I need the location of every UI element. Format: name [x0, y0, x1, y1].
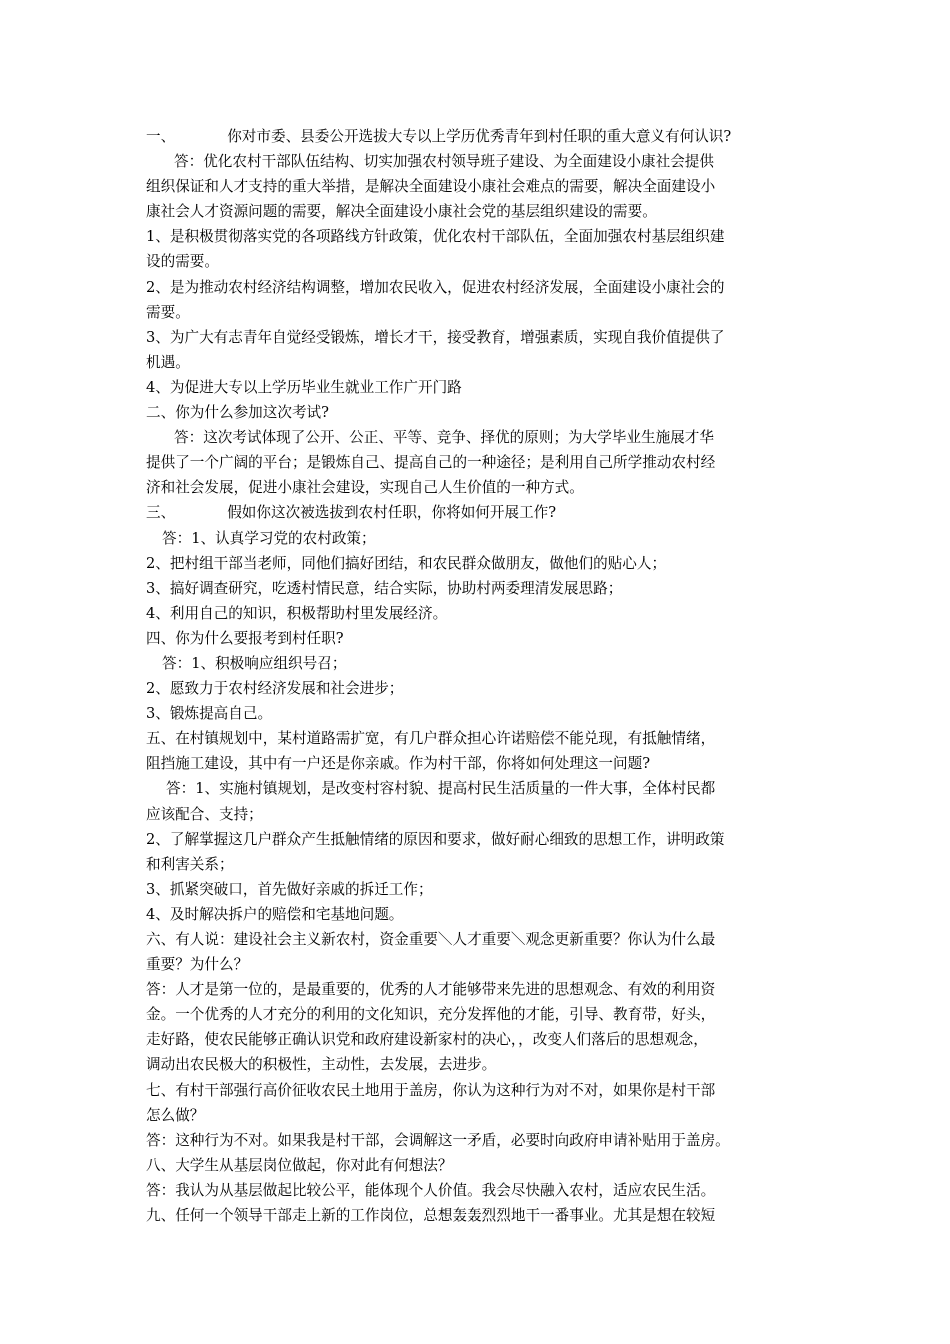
text-line: 需要。: [146, 303, 190, 321]
text-line: 康社会人才资源问题的需要，解决全面建设小康社会党的基层组织建设的需要。: [146, 203, 657, 221]
list-item: 3、为广大有志青年自觉经受锻炼，增长才干，接受教育，增强素质，实现自我价值提供了: [146, 328, 725, 346]
question-heading: 八、大学生从基层岗位做起，你对此有何想法？: [146, 1156, 453, 1174]
list-item: 3、锻炼提高自己。: [146, 705, 273, 723]
list-item: 3、抓紧突破口，首先做好亲戚的拆迁工作；: [146, 880, 433, 898]
question-heading: 六、有人说：建设社会主义新农村，资金重要＼人才重要＼观念更新重要？你认为什么最: [146, 931, 716, 948]
text-line: 重要？为什么？: [146, 956, 249, 974]
text-line: 机遇。: [146, 353, 190, 371]
text-line: 组织保证和人才支持的重大举措，是解决全面建设小康社会难点的需要，解决全面建设小: [146, 178, 716, 196]
text-line: 金。一个优秀的人才充分的利用的文化知识，充分发挥他的才能，引导、教育带，好头，: [146, 1006, 716, 1024]
document-page: [146, 124, 812, 1228]
answer-text: 答：我认为从基层做起比较公平，能体现个人价值。我会尽快融入农村，适应农民生活。: [146, 1181, 716, 1199]
list-item: 2、愿致力于农村经济发展和社会进步；: [146, 680, 404, 698]
question-heading: 三、 假如你这次被选拔到农村任职，你将如何开展工作?: [146, 504, 557, 522]
text-line: 阻挡施工建设，其中有一户还是你亲戚。作为村干部，你将如何处理这一问题?: [146, 755, 651, 773]
answer-text: 答：这种行为不对。如果我是村干部，会调解这一矛盾，必要时向政府申请补贴用于盖房。: [146, 1131, 730, 1149]
answer-text: 答：优化农村干部队伍结构、切实加强农村领导班子建设、为全面建设小康社会提供: [174, 153, 714, 171]
answer-text: 答：这次考试体现了公开、公正、平等、竞争、择优的原则；为大学毕业生施展才华: [174, 429, 714, 447]
text-line: 应该配合、支持；: [146, 805, 263, 823]
text-line: 走好路，使农民能够正确认识党和政府建设新家村的决心，，改变人们落后的思想观念，: [146, 1031, 708, 1049]
question-heading: 九、任何一个领导干部走上新的工作岗位，总想轰轰烈烈地干一番事业。尤其是想在较短: [146, 1207, 716, 1225]
text-line: 调动出农民极大的积极性，主动性，去发展，去进步。: [146, 1056, 497, 1074]
text-line: 和利害关系；: [146, 855, 234, 873]
text-line: 提供了一个广阔的平台；是锻炼自己、提高自己的一种途径；是利用自己所学推动农村经: [146, 454, 716, 472]
answer-text: 答：1、认真学习党的农村政策；: [162, 529, 376, 547]
answer-text: 答：人才是第一位的，是最重要的，优秀的人才能够带来先进的思想观念、有效的利用资: [146, 981, 716, 999]
question-heading: 五、在村镇规划中，某村道路需扩宽，有几户群众担心许诺赔偿不能兑现，有抵触情绪，: [146, 730, 716, 748]
question-heading: 七、有村干部强行高价征收农民土地用于盖房，你认为这种行为对不对，如果你是村干部: [146, 1081, 716, 1099]
list-item: 4、利用自己的知识，积极帮助村里发展经济。: [146, 604, 448, 622]
question-heading: 四、你为什么要报考到村任职?: [146, 629, 344, 647]
answer-text: 答：1、积极响应组织号召；: [162, 654, 347, 672]
list-item: 4、及时解决拆户的赔偿和宅基地问题。: [146, 905, 404, 923]
list-item: 4、为促进大专以上学历毕业生就业工作广开门路: [146, 378, 462, 396]
question-heading: 一、 你对市委、县委公开选拔大专以上学历优秀青年到村任职的重大意义有何认识?: [146, 128, 732, 145]
list-item: 3、搞好调查研究，吃透村情民意，结合实际，协助村两委理清发展思路；: [146, 579, 623, 597]
text-line: 怎么做？: [146, 1106, 205, 1124]
list-item: 2、是为推动农村经济结构调整，增加农民收入，促进农村经济发展，全面建设小康社会的: [146, 278, 725, 296]
list-item: 2、把村组干部当老师，同他们搞好团结，和农民群众做朋友，做他们的贴心人；: [146, 554, 667, 572]
text-line: 济和社会发展，促进小康社会建设，实现自己人生价值的一种方式。: [146, 479, 584, 497]
answer-text: 答：1、实施村镇规划，是改变村容村貌、提高村民生活质量的一件大事，全体村民都: [166, 780, 716, 798]
list-item: 2、了解掌握这几户群众产生抵触情绪的原因和要求，做好耐心细致的思想工作，讲明政策: [146, 830, 725, 848]
list-item: 1、是积极贯彻落实党的各项路线方针政策，优化农村干部队伍，全面加强农村基层组织建: [146, 228, 725, 246]
text-line: 设的需要。: [146, 253, 219, 271]
question-heading: 二、你为什么参加这次考试?: [146, 404, 329, 422]
